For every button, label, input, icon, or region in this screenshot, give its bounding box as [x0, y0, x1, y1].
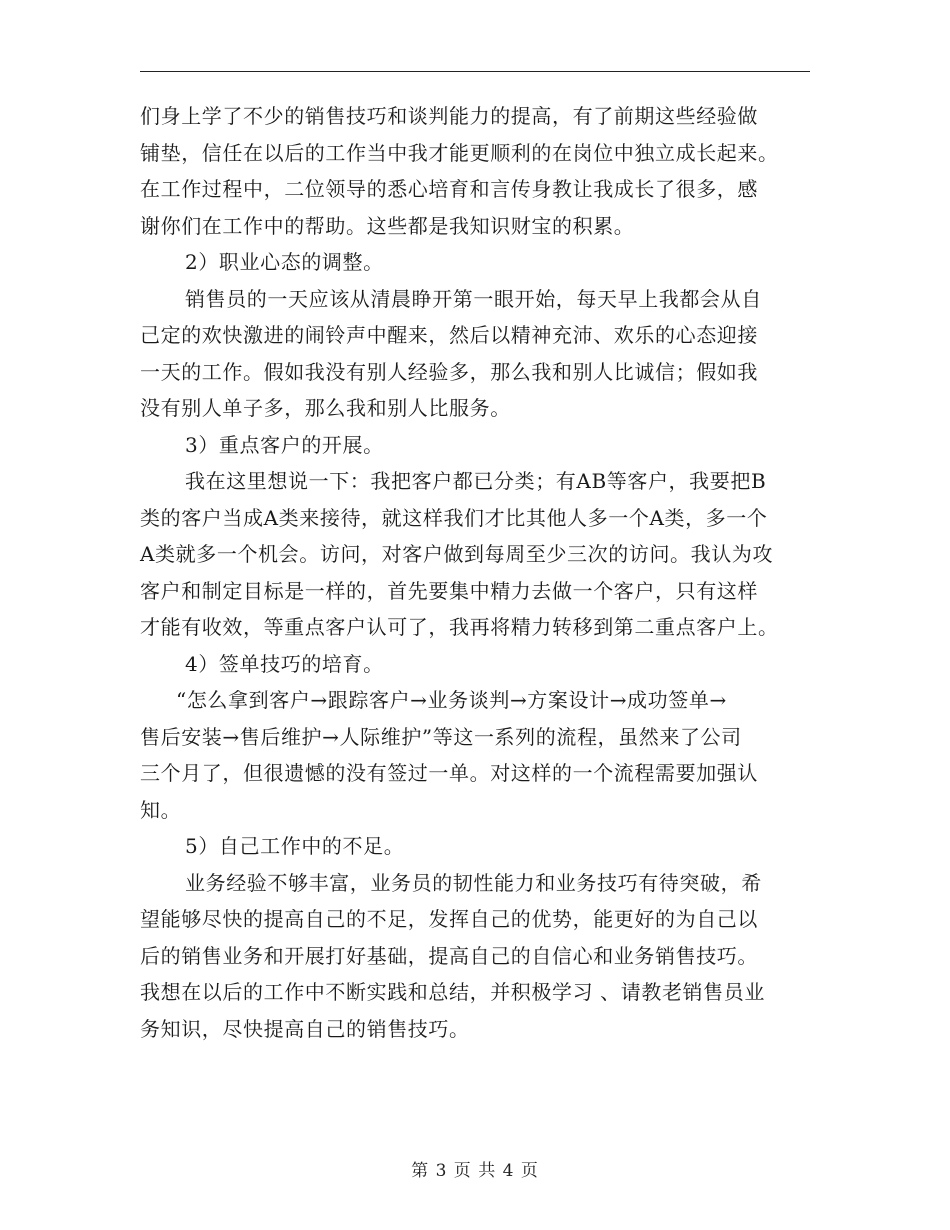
section-heading: 2）职业心态的调整。	[185, 250, 384, 274]
paragraph-line: 己定的欢快激进的闹铃声中醒来，然后以精神充沛、欢乐的心态迎接	[140, 323, 758, 347]
paragraph-line: 一天的工作。假如我没有别人经验多，那么我和别人比诚信；假如我	[140, 359, 758, 384]
paragraph-line: 才能有收效，等重点客户认可了，我再将精力转移到第二重点客户上。	[140, 615, 779, 639]
paragraph-line: 三个月了，但很遗憾的没有签过一单。对这样的一个流程需要加强认	[140, 761, 758, 785]
section-heading: 4）签单技巧的培育。	[185, 651, 384, 676]
paragraph-line: A类就多一个机会。访问，对客户做到每周至少三次的访问。我认为攻	[140, 542, 774, 566]
paragraph-line: 后的销售业务和开展打好基础，提高自己的自信心和业务销售技巧。	[140, 943, 758, 968]
header-rule	[140, 71, 810, 72]
paragraph-line: 客户和制定目标是一样的，首先要集中精力去做一个客户，只有这样	[140, 578, 758, 603]
paragraph-line: 售后安装→售后维护→人际维护”等这一系列的流程，虽然来了公司	[140, 724, 742, 749]
section-heading: 5）自己工作中的不足。	[185, 834, 405, 858]
paragraph-line: 没有别人单子多，那么我和别人比服务。	[140, 396, 511, 420]
body-text	[140, 98, 810, 1047]
paragraph-line: 望能够尽快的提高自己的不足，发挥自己的优势，能更好的为自己以	[140, 907, 758, 931]
paragraph-line: “怎么拿到客户→跟踪客户→业务谈判→方案设计→成功签单→	[176, 688, 727, 712]
paragraph-line: 我在这里想说一下：我把客户都已分类；有AB等客户，我要把B	[185, 469, 767, 493]
paragraph-line: 们身上学了不少的销售技巧和谈判能力的提高，有了前期这些经验做	[140, 104, 758, 128]
section-heading: 3）重点客户的开展。	[185, 432, 384, 457]
paragraph-line: 谢你们在工作中的帮助。这些都是我知识财宝的积累。	[140, 213, 635, 238]
paragraph-line: 业务经验不够丰富，业务员的韧性能力和业务技巧有待突破，希	[185, 870, 762, 895]
paragraph-line: 我想在以后的工作中不断实践和总结，并积极学习 、请教老销售员业	[140, 980, 765, 1004]
paragraph-line: 知。	[140, 797, 182, 822]
paragraph-line: 铺垫，信任在以后的工作当中我才能更顺利的在岗位中独立成长起来。	[140, 140, 779, 165]
paragraph-line: 类的客户当成A类来接待，就这样我们才比其他人多一个A类，多一个	[140, 505, 768, 530]
paragraph-line: 在工作过程中，二位领导的悉心培育和言传身教让我成长了很多，感	[140, 177, 758, 201]
page-number-footer: 第 3 页 共 4 页	[411, 1161, 539, 1181]
paragraph-line: 务知识，尽快提高自己的销售技巧。	[140, 1016, 470, 1041]
paragraph-line: 销售员的一天应该从清晨睁开第一眼开始，每天早上我都会从自	[185, 286, 762, 311]
